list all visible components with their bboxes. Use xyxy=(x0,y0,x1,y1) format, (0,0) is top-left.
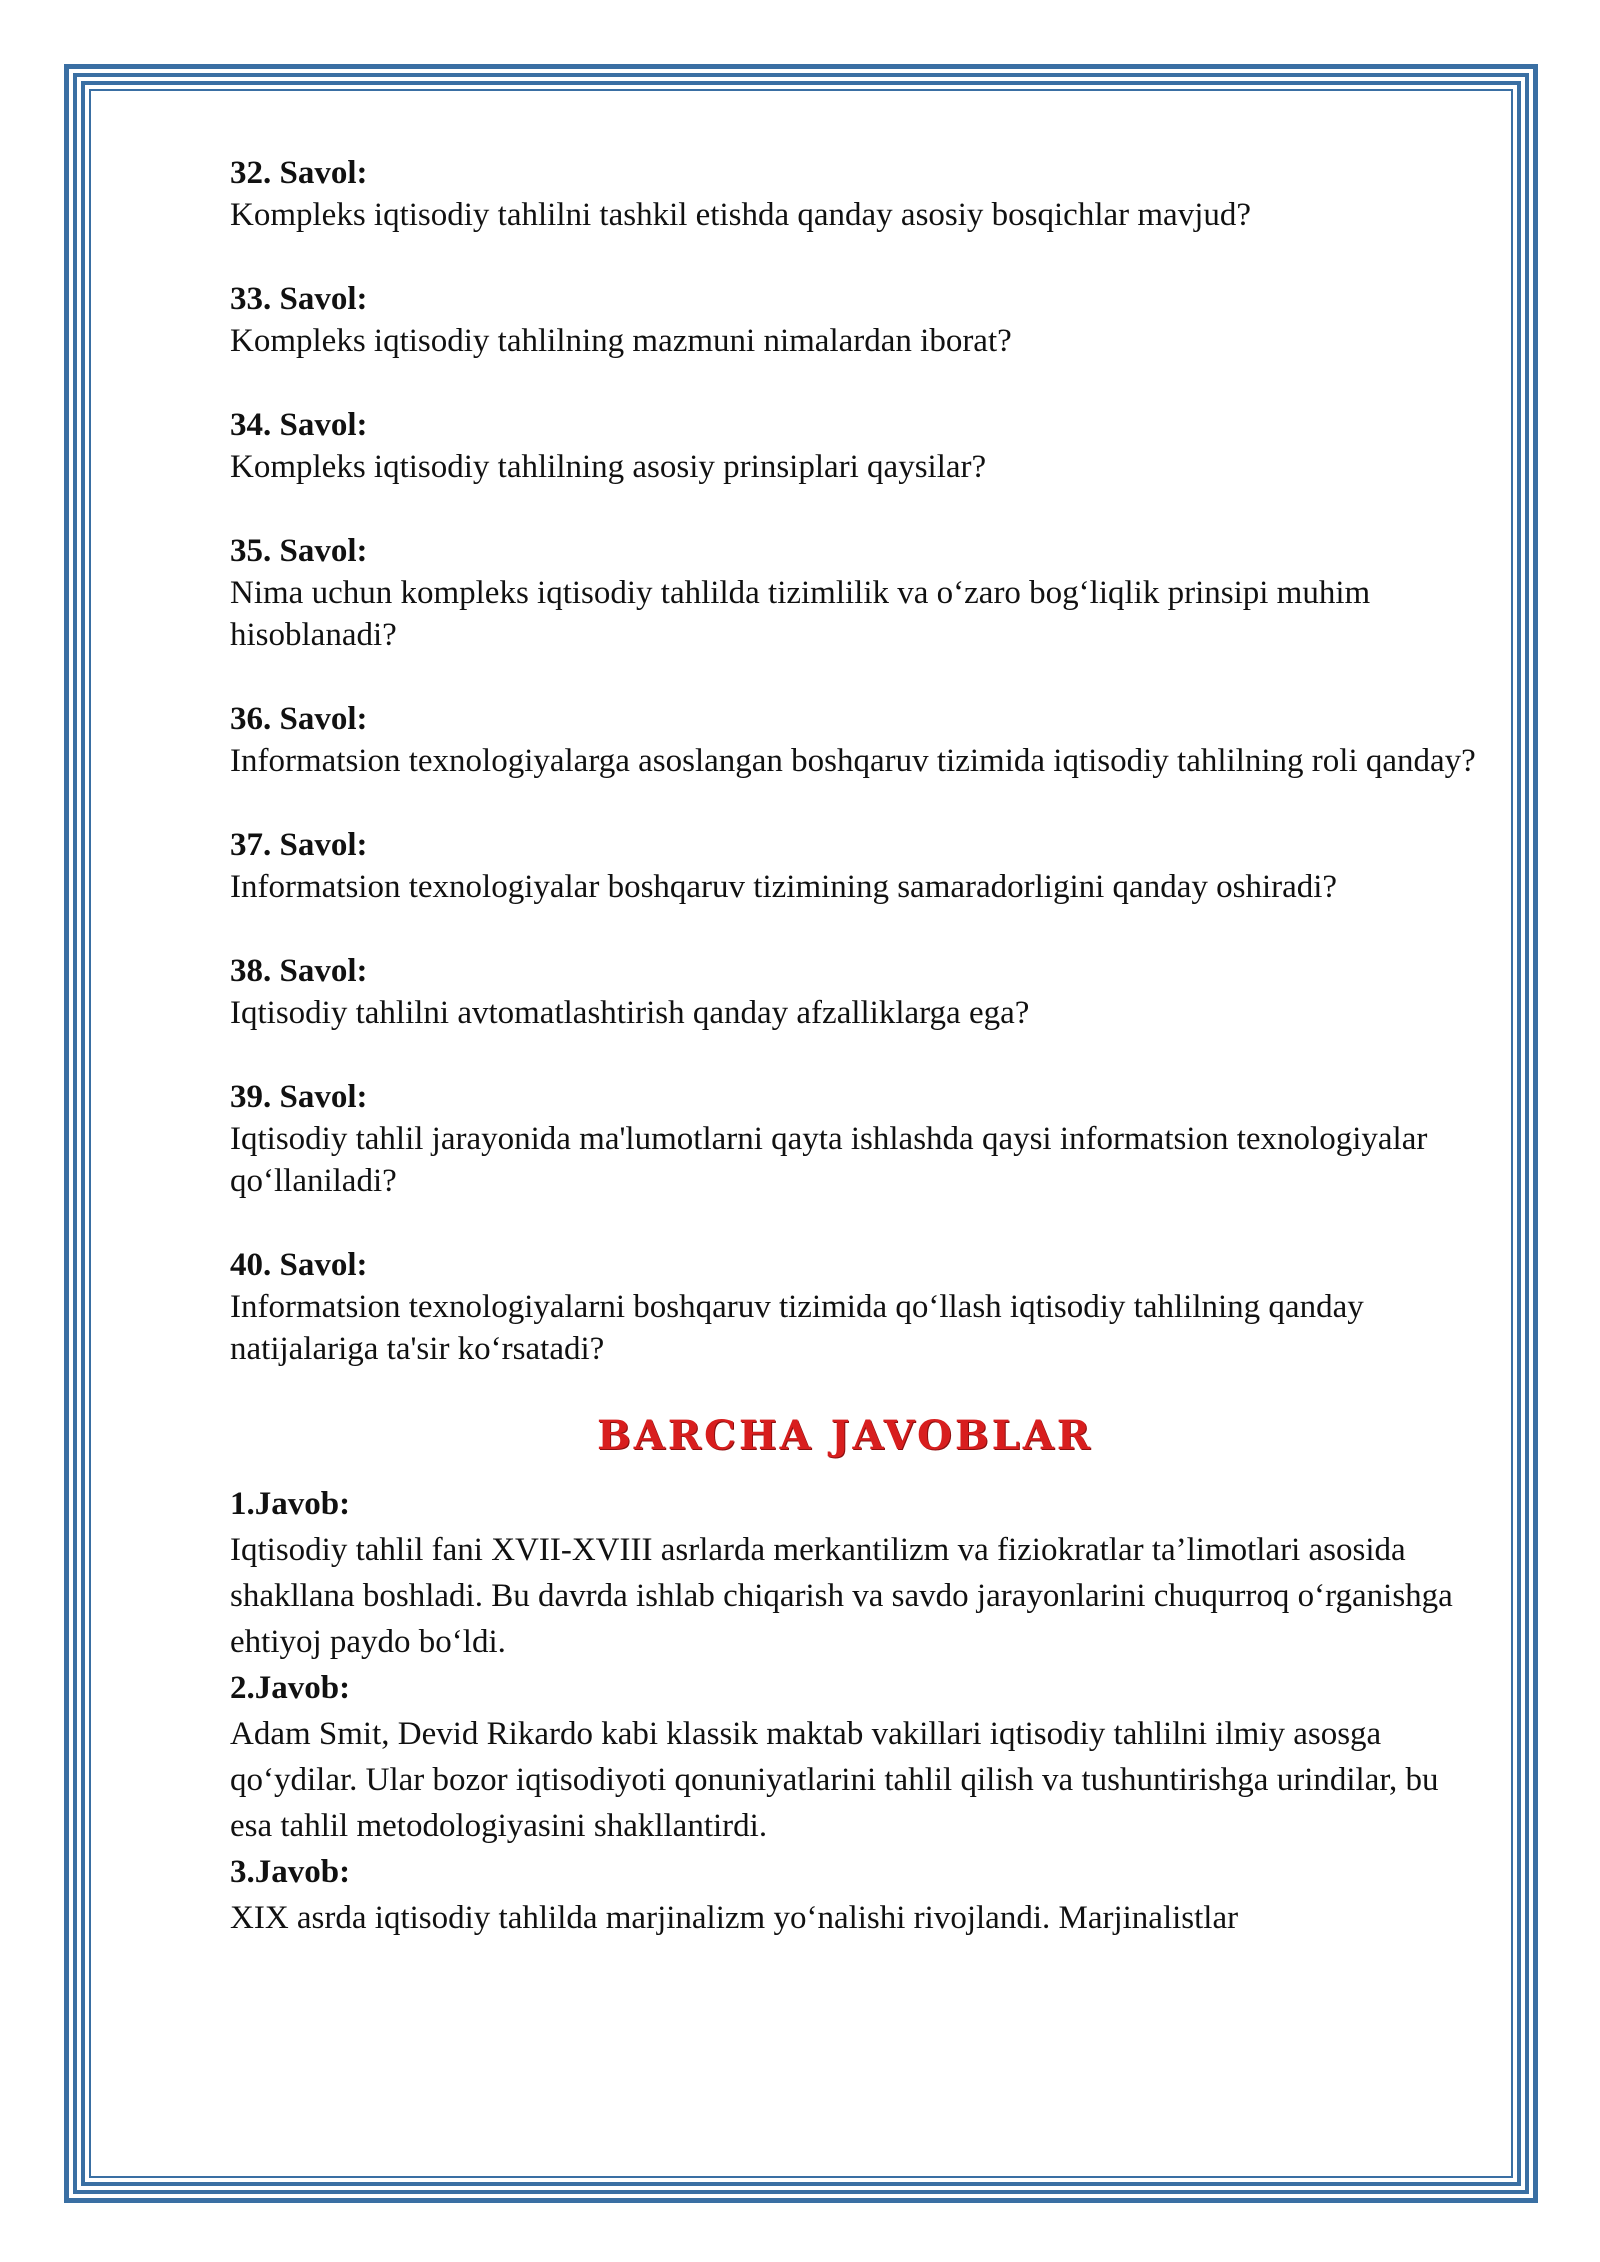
question-label: 39. Savol: xyxy=(230,1079,368,1115)
question-text: Kompleks iqtisodiy tahlilning asosiy prinsiplari qaysilar? xyxy=(230,449,987,485)
page-content xyxy=(230,152,1480,1941)
question-block xyxy=(230,530,1480,656)
question-block xyxy=(230,824,1480,908)
answer-label: 1.Javob: xyxy=(230,1486,351,1522)
question-label: 36. Savol: xyxy=(230,701,368,737)
question-text: Kompleks iqtisodiy tahlilni tashkil etishda qanday asosiy bosqichlar mavjud? xyxy=(230,197,1252,233)
answer-text: Adam Smit, Devid Rikardo kabi klassik maktab vakillari iqtisodiy tahlilni ilmiy asosga qo‘ydilar. Ular bozor iqtisodiyoti qonuniyatlarini tahlil qilish va tushuntirishga urindilar, bu esa tahlil metodologiyasini shakllantirdi. xyxy=(230,1716,1439,1844)
question-text: Informatsion texnologiyalarga asoslangan boshqaruv tizimida iqtisodiy tahlilning roli qanday? xyxy=(230,743,1476,779)
answer-label: 2.Javob: xyxy=(230,1670,351,1706)
question-text: Nima uchun kompleks iqtisodiy tahlilda tizimlilik va o‘zaro bog‘liqlik prinsipi muhim hisoblanadi? xyxy=(230,575,1371,653)
question-label: 33. Savol: xyxy=(230,281,368,317)
answer-block xyxy=(230,1665,1480,1849)
question-block xyxy=(230,404,1480,488)
question-text: Informatsion texnologiyalar boshqaruv tizimining samaradorligini qanday oshiradi? xyxy=(230,869,1338,905)
question-block xyxy=(230,278,1480,362)
question-label: 35. Savol: xyxy=(230,533,368,569)
answer-block xyxy=(230,1481,1480,1665)
answer-block xyxy=(230,1849,1480,1941)
question-label: 38. Savol: xyxy=(230,953,368,989)
question-label: 32. Savol: xyxy=(230,155,368,191)
question-block xyxy=(230,950,1480,1034)
question-text: Iqtisodiy tahlil jarayonida ma'lumotlarni qayta ishlashda qaysi informatsion texnologiyalar qo‘llaniladi? xyxy=(230,1121,1428,1199)
question-text: Iqtisodiy tahlilni avtomatlashtirish qanday afzalliklarga ega? xyxy=(230,995,1030,1031)
question-label: 37. Savol: xyxy=(230,827,368,863)
answers-section-title: BARCHA JAVOBLAR xyxy=(596,1412,1094,1459)
question-label: 40. Savol: xyxy=(230,1247,368,1283)
question-block xyxy=(230,1244,1480,1370)
question-block xyxy=(230,152,1480,236)
question-block xyxy=(230,698,1480,782)
question-text: Informatsion texnologiyalarni boshqaruv tizimida qo‘llash iqtisodiy tahlilning qanday natijalariga ta'sir ko‘rsatadi? xyxy=(230,1289,1364,1367)
answer-label: 3.Javob: xyxy=(230,1854,351,1890)
question-label: 34. Savol: xyxy=(230,407,368,443)
answer-text: XIX asrda iqtisodiy tahlilda marjinalizm yo‘nalishi rivojlandi. Marjinalistlar xyxy=(230,1900,1239,1936)
question-text: Kompleks iqtisodiy tahlilning mazmuni nimalardan iborat? xyxy=(230,323,1012,359)
question-block xyxy=(230,1076,1480,1202)
answer-text: Iqtisodiy tahlil fani XVII-XVIII asrlarda merkantilizm va fiziokratlar ta’limotlari asosida shakllana boshladi. Bu davrda ishlab chiqarish va savdo jarayonlarini chuqurroq o‘rganishga ehtiyoj paydo bo‘ldi. xyxy=(230,1532,1453,1660)
